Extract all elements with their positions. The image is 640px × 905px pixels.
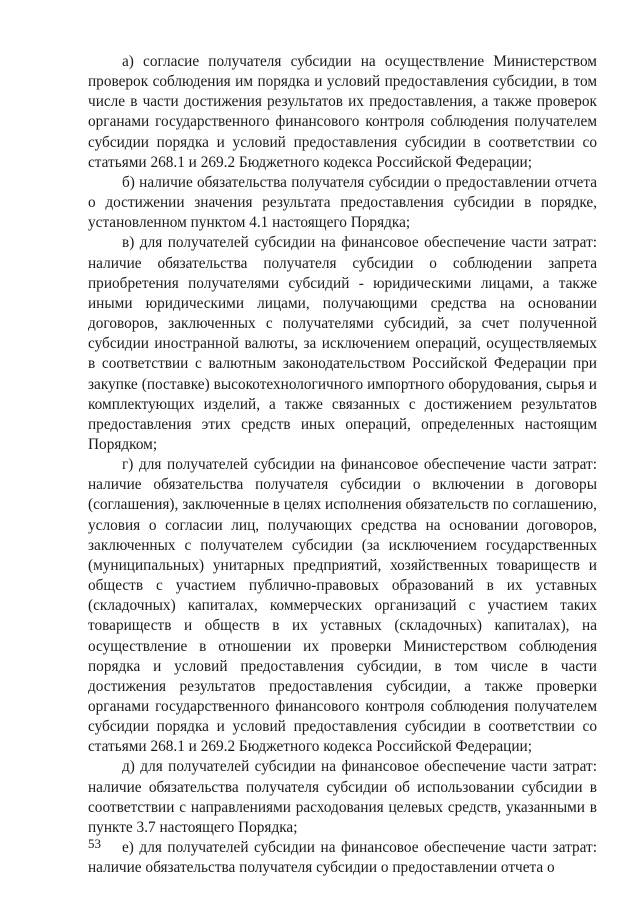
paragraph-d: д) для получателей субсидии на финансовое обеспечение части затрат: наличие обязательства получателя субсидии об использовании субсидии в соответствии с направлениями расходования целевых средств, указанными в пункте 3.7 настоящего Порядка;: [88, 758, 597, 836]
paragraph-b: б) наличие обязательства получателя субсидии о предоставлении отчета о достижении значения результата предоставления субсидии в порядке, установленном пунктом 4.1 настоящего Порядка;: [88, 173, 597, 232]
paragraph-e: е) для получателей субсидии на финансовое обеспечение части затрат: наличие обязательства получателя субсидии о предоставлении отчета о: [88, 839, 597, 877]
paragraph-g: г) для получателей субсидии на финансовое обеспечение части затрат: наличие обязательства получателя субсидии о включении в договоры (соглашения), заключенные в целях исполнения обязательств по соглашению, условия о согласии лиц, получающих средства на основании договоров, заключенных с получателем субсидии (за исключением государственных (муниципальных) унитарных предприятий, хозяйственных товариществ и обществ с участием публично-правовых образований в их уставных (складочных) капиталах, коммерческих организаций с участием таких товариществ и обществ в их уставных (складочных) капиталах), на осуществление в отношении их проверки Министерством соблюдения порядка и условий предоставления субсидии, в том числе в части достижения результатов предоставления субсидии, а также проверки органами государственного финансового контроля соблюдения получателем субсидии порядка и условий предоставления субсидии в соответствии со статьями 268.1 и 269.2 Бюджетного кодекса Российской Федерации;: [88, 456, 597, 756]
document-body: [88, 52, 597, 878]
page-number: 53: [88, 836, 101, 851]
paragraph-a: а) согласие получателя субсидии на осуществление Министерством проверок соблюдения им порядка и условий предоставления субсидии, в том числе в части достижения результатов их предоставления, а также проверок органами государственного финансового контроля соблюдения получателем субсидии порядка и условий предоставления субсидии в соответствии со статьями 268.1 и 269.2 Бюджетного кодекса Российской Федерации;: [88, 53, 597, 171]
paragraph-v: в) для получателей субсидии на финансовое обеспечение части затрат: наличие обязательства получателя субсидии о соблюдении запрета приобретения получателями субсидий - юридическими лицами, а также иными юридическими лицами, получающими средства на основании договоров, заключенных с получателями субсидий, за счет полученной субсидии иностранной валюты, за исключением операций, осуществляемых в соответствии с валютным законодательством Российской Федерации при закупке (поставке) высокотехнологичного импортного оборудования, сырья и комплектующих изделий, а также связанных с достижением результатов предоставления этих средств иных операций, определенных настоящим Порядком;: [88, 234, 597, 453]
